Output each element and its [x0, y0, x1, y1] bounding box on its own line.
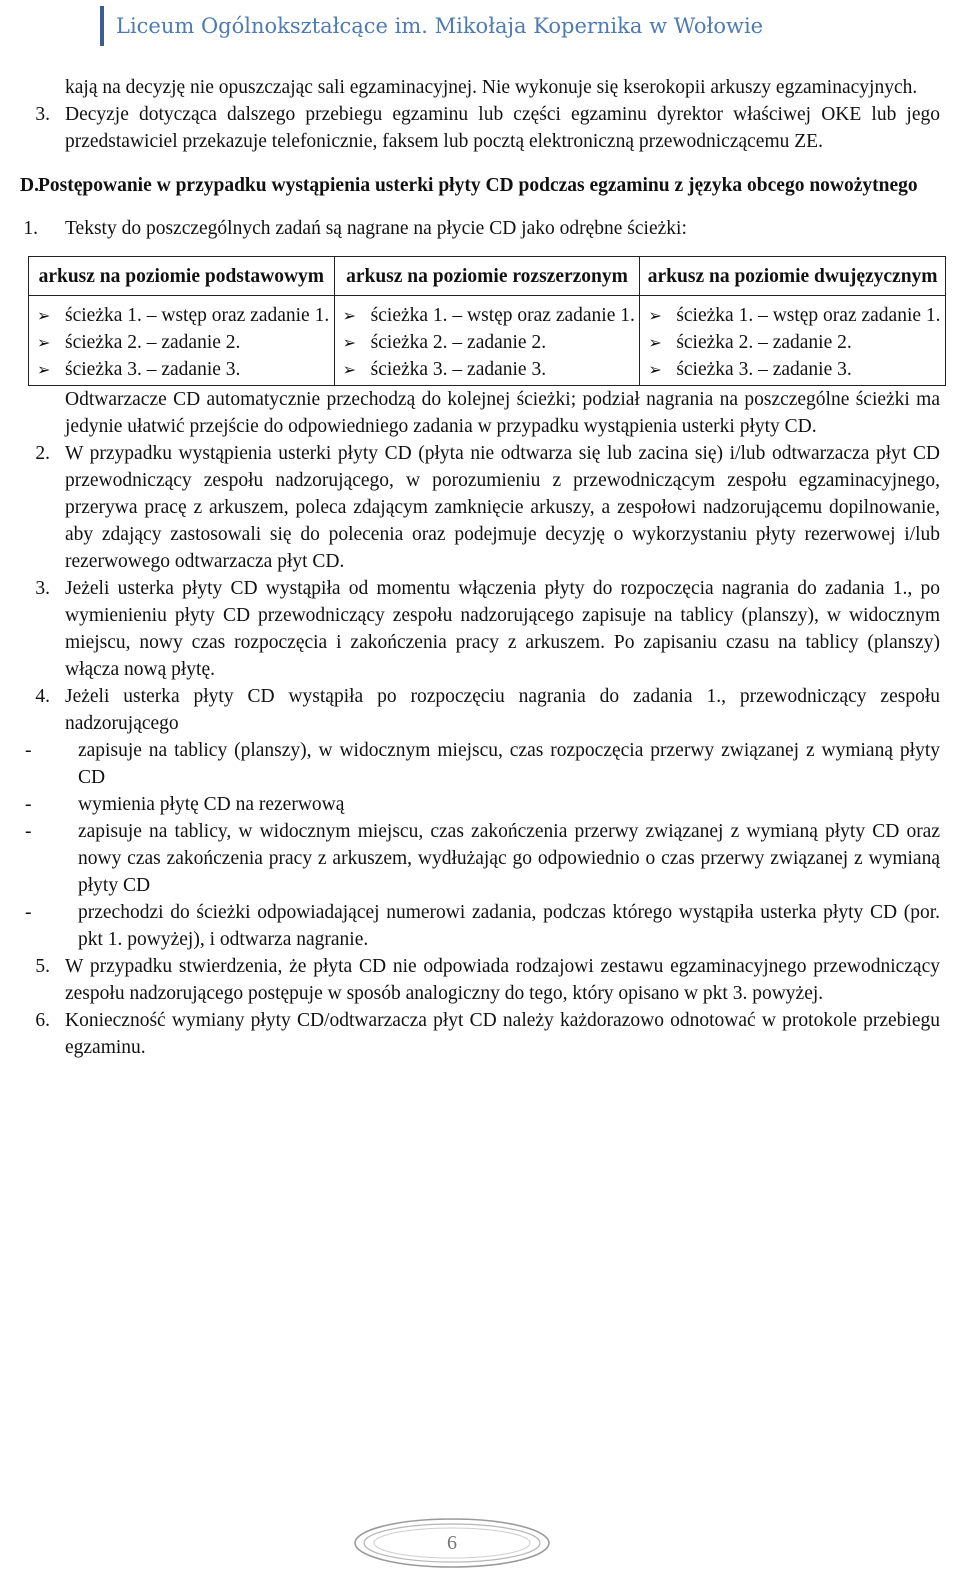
- item-number: 3.: [35, 104, 50, 125]
- dash-text: zapisuje na tablicy, w widocznym miejscu, czas zakończenia przerwy związanej z wymianą płyty CD oraz nowy czas zakończenia pracy z arkuszem, wydłużając go odpowiednio o czas przerwy związanej z wymianą płyty CD: [78, 821, 940, 896]
- tracks-cell-bilingual: [640, 296, 946, 386]
- list-item: [20, 440, 940, 575]
- page-footer: [352, 1516, 552, 1570]
- list-item: [20, 953, 940, 1007]
- list-item: [20, 215, 940, 242]
- track-item: ➢ ścieżka 2. – zadanie 2.: [341, 329, 636, 356]
- track-item: ➢ ścieżka 3. – zadanie 3.: [35, 356, 330, 383]
- document-body: [20, 74, 940, 1061]
- table-note-text: Odtwarzacze CD automatycznie przechodzą do kolejnej ścieżki; podział nagrania na poszczególne ścieżki ma jedynie ułatwić przejście do odpowiedniego zadania w przypadku wystąpienia usterki płyty CD.: [65, 389, 940, 437]
- list-item: [20, 1007, 940, 1061]
- arrow-bullet-icon: ➢: [342, 333, 357, 352]
- school-name: Liceum Ogólnokształcące im. Mikołaja Kopernika w Wołowie: [116, 14, 764, 38]
- list-item: [20, 101, 940, 155]
- item-text: W przypadku stwierdzenia, że płyta CD nie odpowiada rodzajowi zestawu egzaminacyjnego przewodniczący zespołu nadzorującego postępuje w sposób analogiczny do tego, który opisano w pkt 3. powyżej.: [65, 956, 940, 1004]
- arrow-bullet-icon: ➢: [648, 333, 662, 352]
- item-number: 2.: [35, 443, 50, 464]
- column-header-bilingual: arkusz na poziomie dwujęzycznym: [640, 257, 946, 296]
- dash-item: [20, 737, 940, 791]
- track-item: ➢ ścieżka 1. – wstęp oraz zadanie 1.: [341, 302, 636, 329]
- track-item: ➢ ścieżka 3. – zadanie 3.: [646, 356, 941, 383]
- item-number: 6.: [35, 1010, 50, 1031]
- tracks-cell-basic: [29, 296, 335, 386]
- continuation-text: kają na decyzję nie opuszczając sali egzaminacyjnej. Nie wykonuje się kserokopii arkuszy egzaminacyjnych.: [65, 77, 918, 98]
- track-item: ➢ ścieżka 1. – wstęp oraz zadanie 1.: [35, 302, 330, 329]
- item-text: W przypadku wystąpienia usterki płyty CD (płyta nie odtwarza się lub zacina się) i/lub odtwarzacza płyt CD przewodniczący zespołu nadzorującego, w porozumieniu z przewodniczącym zespołu egzaminacyjnego, przerywa pracę z arkuszem, poleca zdającym zamknięcie arkuszy, a zespołowi nadzorującemu dopilnowanie, aby zdający zastosowali się do polecenia oraz podejmuje decyzję o wykorzystaniu płyty rezerwowej i/lub rezerwowego odtwarzacza płyt CD.: [65, 443, 940, 572]
- item-number: 5.: [35, 956, 50, 977]
- item-text: Konieczność wymiany płyty CD/odtwarzacza płyt CD należy każdorazowo odnotować w protokole przebiegu egzaminu.: [65, 1010, 940, 1058]
- dash-text: zapisuje na tablicy (planszy), w widocznym miejscu, czas rozpoczęcia przerwy związanej z wymianą płyty CD: [78, 740, 940, 788]
- dash-text: przechodzi do ścieżki odpowiadającej numerowi zadania, podczas którego wystąpiła usterka płyty CD (por. pkt 1. powyżej), i odtwarza nagranie.: [78, 902, 940, 950]
- list-item: [20, 683, 940, 737]
- item-text: Teksty do poszczególnych zadań są nagrane na płycie CD jako odrębne ścieżki:: [65, 218, 687, 239]
- section-title: Postępowanie w przypadku wystąpienia usterki płyty CD podczas egzaminu z języka obcego nowożytnego: [38, 175, 918, 196]
- item-number: 4.: [35, 686, 50, 707]
- arrow-bullet-icon: ➢: [648, 306, 662, 325]
- section-heading: [20, 172, 940, 199]
- table-note-paragraph: [20, 386, 940, 440]
- dash-mark: -: [25, 740, 32, 761]
- dash-mark: -: [25, 821, 32, 842]
- track-item: ➢ ścieżka 2. – zadanie 2.: [35, 329, 330, 356]
- track-item: ➢ ścieżka 1. – wstęp oraz zadanie 1.: [646, 302, 941, 329]
- section-letter: D.: [20, 175, 39, 196]
- dash-mark: -: [25, 794, 32, 815]
- track-item: ➢ ścieżka 3. – zadanie 3.: [341, 356, 636, 383]
- page-number: 6: [447, 1532, 457, 1554]
- column-header-extended: arkusz na poziomie rozszerzonym: [334, 257, 640, 296]
- column-header-basic: arkusz na poziomie podstawowym: [29, 257, 335, 296]
- item-number: 1.: [23, 218, 38, 239]
- arrow-bullet-icon: ➢: [342, 306, 357, 325]
- dash-item: [20, 791, 940, 818]
- dash-item: [20, 818, 940, 899]
- item-number: 3.: [35, 578, 50, 599]
- dash-text: wymienia płytę CD na rezerwową: [78, 794, 345, 815]
- page-header: [100, 6, 940, 46]
- arrow-bullet-icon: ➢: [37, 333, 51, 352]
- cd-tracks-table: [28, 256, 946, 386]
- track-item: ➢ ścieżka 2. – zadanie 2.: [646, 329, 941, 356]
- item-text: Jeżeli usterka płyty CD wystąpiła od momentu włączenia płyty do rozpoczęcia nagrania do zadania 1., po wymienieniu płyty CD przewodniczący zespołu nadzorującego zapisuje na tablicy (planszy), w widocznym miejscu, nowy czas rozpoczęcia i zakończenia pracy z arkuszem. Po zapisaniu czasu na tablicy (planszy) włącza nową płytę.: [65, 578, 940, 680]
- item-text: Jeżeli usterka płyty CD wystąpiła po rozpoczęciu nagrania do zadania 1., przewodniczący zespołu nadzorującego: [65, 686, 940, 734]
- item-text: Decyzje dotycząca dalszego przebiegu egzaminu lub części egzaminu dyrektor właściwej OKE lub jego przedstawiciel przekazuje telefonicznie, faksem lub pocztą elektroniczną przewodniczącemu ZE.: [65, 104, 940, 152]
- arrow-bullet-icon: ➢: [648, 360, 662, 379]
- list-item: [20, 575, 940, 683]
- dash-item: [20, 899, 940, 953]
- dash-mark: -: [25, 902, 32, 923]
- arrow-bullet-icon: ➢: [342, 360, 357, 379]
- tracks-cell-extended: [334, 296, 640, 386]
- arrow-bullet-icon: ➢: [37, 360, 51, 379]
- arrow-bullet-icon: ➢: [37, 306, 51, 325]
- continuation-paragraph: [20, 74, 940, 101]
